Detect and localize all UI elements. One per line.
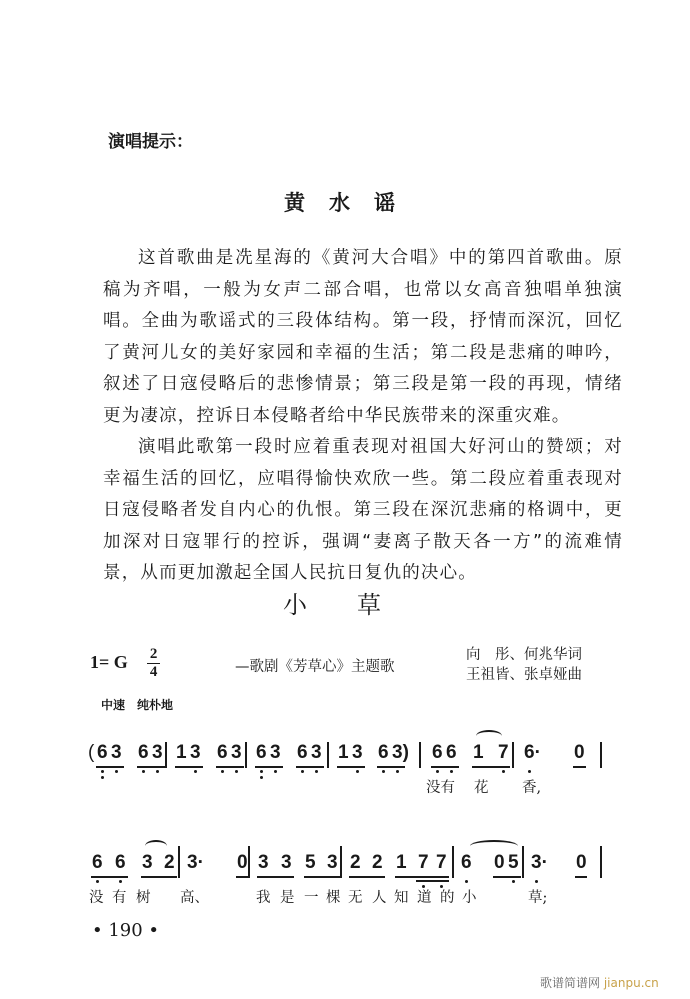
note: 7 [436,852,447,873]
note: 5 [305,852,316,873]
tie-arc [470,840,518,852]
lyric: 人 [372,890,387,906]
note: 1 [473,742,484,763]
song2-title: 小草 [283,591,431,619]
note: 6 [115,852,126,873]
barline [512,742,514,768]
barline [178,846,180,878]
time-signature [147,646,161,681]
note: 5 [508,852,519,873]
lyric: 没有 [426,780,455,796]
barline [452,846,454,878]
performance-tips-label: 演唱提示： [108,132,193,152]
note: 3 [231,742,242,763]
note: 3· [531,852,548,873]
note: 7 [498,742,509,763]
page-number: • 190 • [92,920,160,941]
barline [327,742,329,768]
note: 3· [187,852,204,873]
barline [600,846,602,878]
paragraph-2: 演唱此歌第一段时应着重表现对祖国大好河山的赞颂；对幸福生活的回忆，应唱得愉快欢欣一些。第二段应着重表现对日寇侵略者发自内心的仇恨。第三段在深沉悲痛的格调中，更加深对日寇罪行的控诉，强调“妻离子散天各一方”的流难情景，从而更加激起全国人民抗日复仇的决心。 [103,437,623,583]
lyric: 道 [417,890,432,906]
lyric: 花 [474,780,489,796]
key-label: 1= G [90,652,128,672]
watermark-cn: 歌谱简谱网 [540,976,601,990]
note: 6 [378,742,389,763]
composer-credit: 王祖皆、张卓娅曲 [466,667,582,683]
note: 6· [524,742,541,763]
note: 3 [281,852,292,873]
lyricist-credit: 向 彤、何兆华词 [466,647,582,663]
note: 1 [176,742,187,763]
lyric: 的 [440,890,455,906]
barline [165,742,167,768]
song1-description [103,243,623,590]
barline [419,742,421,768]
barline [245,742,247,768]
lyric: 有 [112,890,127,906]
note: 6 [97,742,108,763]
time-numerator: 2 [147,646,161,664]
lyric: 知 [394,890,409,906]
note: 0 [494,852,505,873]
open-paren: ( [88,742,95,763]
lyric: 无 [348,890,363,906]
note: 3 [311,742,322,763]
time-denominator: 4 [149,664,158,680]
note: 3 [190,742,201,763]
tempo-marking: 中速 纯朴地 [101,698,174,712]
note: 3 [111,742,122,763]
barline [522,846,524,878]
note: 0 [574,742,585,763]
lyric: 没 [89,890,104,906]
watermark [540,974,659,991]
note: 6 [297,742,308,763]
note: 6 [256,742,267,763]
barline [340,846,342,878]
lyric: 草; [528,890,548,906]
note: 2 [164,852,175,873]
paragraph-1: 这首歌曲是冼星海的《黄河大合唱》中的第四首歌曲。原稿为齐唱，一般为女声二部合唱，也常以女高音独唱单独演唱。全曲为歌谣式的三段体结构。第一段，抒情而深沉，回忆了黄河儿女的美好家园和幸福的生活；第二段是悲痛的呻吟，叙述了日寇侵略后的悲惨情景；第三段是第一段的再现，情绪更为凄凉，控诉日本侵略者给中华民族带来的深重灾难。 [103,248,623,426]
note: 3 [258,852,269,873]
tie-arc [476,730,502,742]
barline [248,846,250,878]
note: 2 [350,852,361,873]
lyric: 是 [280,890,295,906]
lyric: 棵 [326,890,341,906]
lyric: 香, [522,780,542,796]
note: 3 [327,852,338,873]
lyric: 小 [462,890,477,906]
note: 6 [461,852,472,873]
note: 3) [392,742,409,763]
tie-arc [145,840,167,852]
key-signature [90,646,160,681]
song2-credits [466,645,582,685]
note: 3 [352,742,363,763]
note: 3 [152,742,163,763]
lyric: 一 [304,890,319,906]
note: 6 [432,742,443,763]
note: 0 [576,852,587,873]
notation-row-2 [0,852,690,906]
notation-row-1 [0,742,690,796]
note: 0 [237,852,248,873]
note: 6 [446,742,457,763]
note: 3 [270,742,281,763]
note: 6 [92,852,103,873]
song2-subtitle: —歌剧《芳草心》主题歌 [235,659,395,675]
lyric: 树 [136,890,151,906]
note: 2 [372,852,383,873]
song1-title: 黄水谣 [284,191,419,215]
watermark-en: jianpu.cn [603,976,659,990]
note: 3 [142,852,153,873]
lyric: 高、 [180,890,209,906]
barline [600,742,602,768]
note: 7 [418,852,429,873]
lyric: 我 [256,890,271,906]
note: 1 [396,852,407,873]
note: 6 [138,742,149,763]
note: 1 [338,742,349,763]
note: 6 [217,742,228,763]
